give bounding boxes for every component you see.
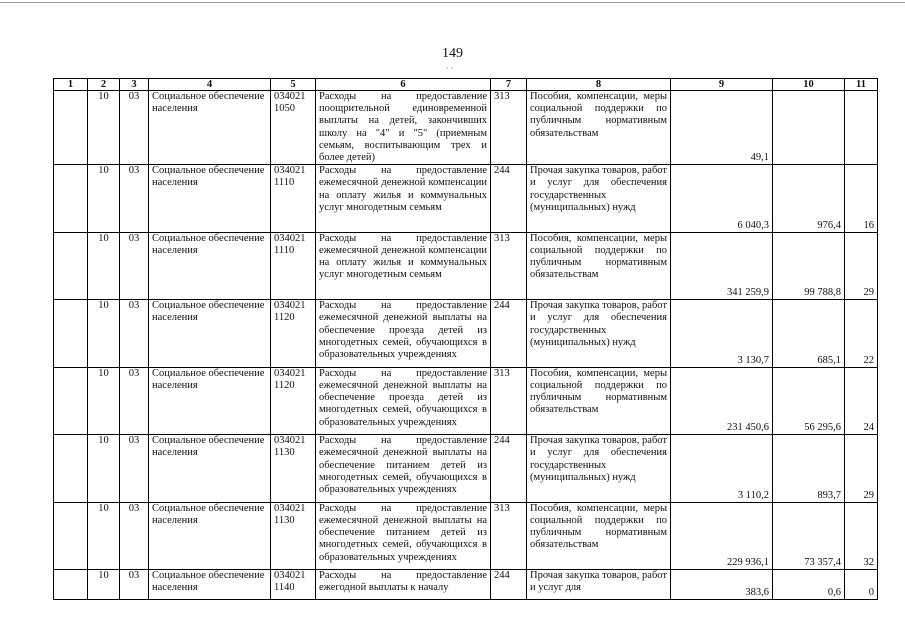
cell-subsection: 03	[120, 91, 149, 165]
table-row	[54, 570, 878, 600]
cell-expense-name: Расходы на предоставление ежемесячной денежной выплаты на обеспечение проезда детей из многодетных семей, обучающихся в образовательных учреждениях	[316, 367, 491, 435]
column-header: 1	[54, 79, 88, 91]
column-header: 2	[88, 79, 120, 91]
cell-section: 10	[88, 232, 120, 300]
cell-expense-type-name: Пособия, компенсации, меры социальной поддержки по публичным нормативным обязательствам	[527, 91, 671, 165]
cell-expense-type: 313	[491, 91, 527, 165]
table-row	[54, 91, 878, 165]
cell-expense-name: Расходы на предоставление ежемесячной денежной выплаты на обеспечение проезда детей из многодетных семей, обучающихся в образовательных учреждениях	[316, 300, 491, 368]
table-row	[54, 435, 878, 503]
cell-expense-type-name: Прочая закупка товаров, работ и услуг для обеспечения государственных (муниципальных) нужд	[527, 300, 671, 368]
table-row	[54, 232, 878, 300]
cell-subsection: 03	[120, 367, 149, 435]
cell-expense-name: Расходы на предоставление ежегодной выплаты к началу	[316, 570, 491, 600]
cell-section: 10	[88, 367, 120, 435]
cell-actual-amount: 685,1	[773, 300, 845, 368]
table-body	[54, 91, 878, 600]
cell-expense-type-name: Прочая закупка товаров, работ и услуг для обеспечения государственных (муниципальных) нужд	[527, 165, 671, 233]
cell-subsection: 03	[120, 232, 149, 300]
cell-actual-amount: 56 295,6	[773, 367, 845, 435]
cell-plan-amount: 3 110,2	[671, 435, 773, 503]
cell-percent: 29	[845, 232, 878, 300]
cell-expense-type: 244	[491, 300, 527, 368]
cell-subsection: 03	[120, 435, 149, 503]
cell-col-1	[54, 165, 88, 233]
cell-expense-type: 313	[491, 232, 527, 300]
cell-expense-name: Расходы на предоставление ежемесячной денежной выплаты на обеспечение питанием детей из многодетных семей, обучающихся в образовательных учреждениях	[316, 435, 491, 503]
cell-expense-type: 244	[491, 435, 527, 503]
cell-percent: 22	[845, 300, 878, 368]
cell-section-name: Социальное обеспечение населения	[149, 502, 271, 570]
column-header: 4	[149, 79, 271, 91]
cell-expense-type-name: Прочая закупка товаров, работ и услуг для	[527, 570, 671, 600]
cell-section-name: Социальное обеспечение населения	[149, 570, 271, 600]
cell-section-name: Социальное обеспечение населения	[149, 435, 271, 503]
cell-subsection: 03	[120, 502, 149, 570]
table-row	[54, 367, 878, 435]
scan-speck: · ·	[446, 64, 454, 73]
cell-plan-amount: 341 259,9	[671, 232, 773, 300]
cell-plan-amount: 3 130,7	[671, 300, 773, 368]
cell-percent: 24	[845, 367, 878, 435]
cell-expense-name: Расходы на предоставление ежемесячной денежной компенсации на оплату жилья и коммунальных услуг многодетным семьям	[316, 165, 491, 233]
cell-section-name: Социальное обеспечение населения	[149, 165, 271, 233]
cell-actual-amount: 0,6	[773, 570, 845, 600]
cell-percent: 0	[845, 570, 878, 600]
cell-subsection: 03	[120, 570, 149, 600]
cell-actual-amount: 893,7	[773, 435, 845, 503]
cell-actual-amount: 73 357,4	[773, 502, 845, 570]
cell-section-name: Социальное обеспечение населения	[149, 91, 271, 165]
cell-expense-type: 313	[491, 502, 527, 570]
cell-target-code: 034021 1130	[271, 435, 316, 503]
cell-expense-type-name: Пособия, компенсации, меры социальной поддержки по публичным нормативным обязательствам	[527, 232, 671, 300]
cell-col-1	[54, 367, 88, 435]
cell-expense-type-name: Прочая закупка товаров, работ и услуг для обеспечения государственных (муниципальных) нужд	[527, 435, 671, 503]
column-header: 8	[527, 79, 671, 91]
cell-section: 10	[88, 502, 120, 570]
cell-plan-amount: 6 040,3	[671, 165, 773, 233]
cell-section: 10	[88, 435, 120, 503]
cell-expense-type: 313	[491, 367, 527, 435]
cell-percent: 29	[845, 435, 878, 503]
cell-percent: 32	[845, 502, 878, 570]
cell-target-code: 034021 1110	[271, 165, 316, 233]
cell-actual-amount: 976,4	[773, 165, 845, 233]
column-header: 6	[316, 79, 491, 91]
cell-percent: 16	[845, 165, 878, 233]
cell-expense-name: Расходы на предоставление ежемесячной денежной выплаты на обеспечение питанием детей из многодетных семей, обучающихся в образовательных учреждениях	[316, 502, 491, 570]
cell-actual-amount	[773, 91, 845, 165]
column-header: 11	[845, 79, 878, 91]
cell-target-code: 034021 1050	[271, 91, 316, 165]
cell-target-code: 034021 1120	[271, 367, 316, 435]
cell-actual-amount: 99 788,8	[773, 232, 845, 300]
cell-target-code: 034021 1140	[271, 570, 316, 600]
table-row	[54, 300, 878, 368]
column-header: 9	[671, 79, 773, 91]
page-number: 149	[442, 46, 463, 61]
cell-section: 10	[88, 570, 120, 600]
cell-col-1	[54, 300, 88, 368]
cell-expense-name: Расходы на предоставление ежемесячной денежной компенсации на оплату жилья и коммунальных услуг многодетным семьям	[316, 232, 491, 300]
cell-section-name: Социальное обеспечение населения	[149, 232, 271, 300]
cell-subsection: 03	[120, 165, 149, 233]
cell-subsection: 03	[120, 300, 149, 368]
cell-expense-type-name: Пособия, компенсации, меры социальной поддержки по публичным нормативным обязательствам	[527, 502, 671, 570]
cell-col-1	[54, 232, 88, 300]
cell-section-name: Социальное обеспечение населения	[149, 367, 271, 435]
column-header: 10	[773, 79, 845, 91]
cell-section: 10	[88, 91, 120, 165]
column-header: 5	[271, 79, 316, 91]
cell-target-code: 034021 1130	[271, 502, 316, 570]
cell-plan-amount: 383,6	[671, 570, 773, 600]
cell-col-1	[54, 502, 88, 570]
cell-expense-type: 244	[491, 165, 527, 233]
cell-col-1	[54, 91, 88, 165]
budget-table	[53, 78, 878, 600]
header-row	[54, 79, 878, 91]
cell-section-name: Социальное обеспечение населения	[149, 300, 271, 368]
cell-expense-type-name: Пособия, компенсации, меры социальной поддержки по публичным нормативным обязательствам	[527, 367, 671, 435]
top-border-line	[0, 2, 905, 3]
table-row	[54, 165, 878, 233]
cell-target-code: 034021 1110	[271, 232, 316, 300]
cell-expense-name: Расходы на предоставление поощрительной единовременной выплаты на детей, закончивших школу на "4" и "5" (приемным семьям, воспитывающим трех и более детей)	[316, 91, 491, 165]
cell-col-1	[54, 570, 88, 600]
cell-plan-amount: 229 936,1	[671, 502, 773, 570]
cell-expense-type: 244	[491, 570, 527, 600]
cell-percent	[845, 91, 878, 165]
cell-section: 10	[88, 300, 120, 368]
column-header: 7	[491, 79, 527, 91]
cell-plan-amount: 49,1	[671, 91, 773, 165]
cell-plan-amount: 231 450,6	[671, 367, 773, 435]
cell-section: 10	[88, 165, 120, 233]
table-row	[54, 502, 878, 570]
cell-target-code: 034021 1120	[271, 300, 316, 368]
column-header: 3	[120, 79, 149, 91]
cell-col-1	[54, 435, 88, 503]
